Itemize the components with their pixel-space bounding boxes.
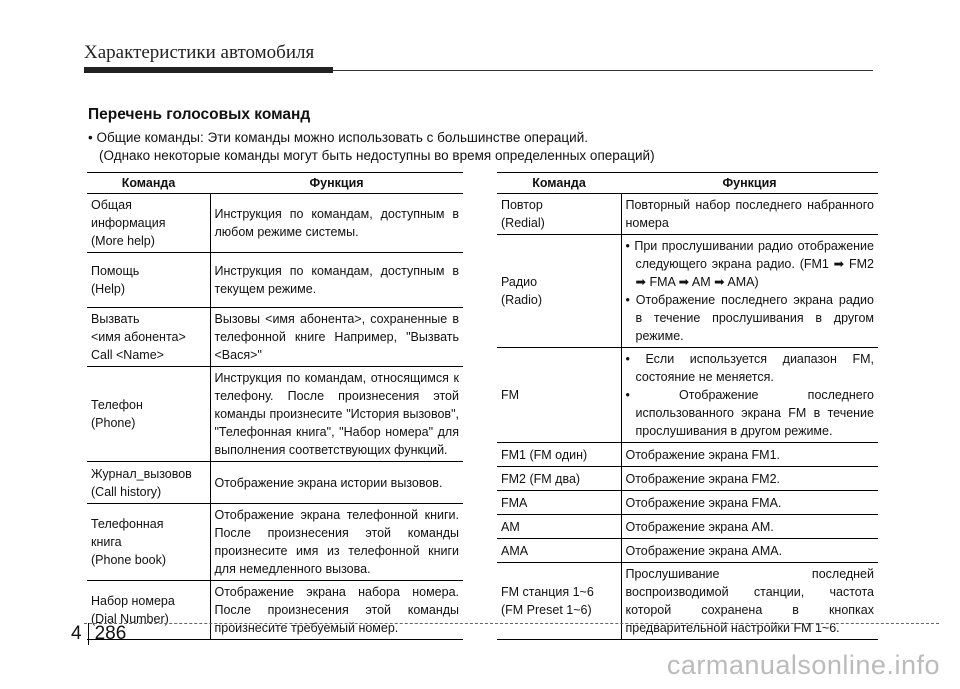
column-header-function: Функция (210, 173, 463, 194)
command-cell: Вызвать <имя абонента> Call <Name> (87, 308, 210, 367)
intro-line-1: • Общие команды: Эти команды можно использовать с большинстве операций. (88, 130, 588, 145)
page-number-separator (88, 623, 89, 645)
commands-table-left (87, 172, 463, 640)
table-row (497, 515, 878, 539)
function-cell: Отображение экрана FM2. (621, 467, 878, 491)
function-cell: Отображение экрана набора номера. После произнесения этой команды произнесите требуемый номер. (210, 581, 463, 640)
command-cell: Общая информация (More help) (87, 194, 210, 253)
table-row (87, 462, 463, 504)
table-row (497, 539, 878, 563)
table-row (87, 367, 463, 462)
footer-divider (84, 623, 939, 624)
table-row (497, 443, 878, 467)
table-row (497, 235, 878, 348)
command-cell: FM1 (FM один) (497, 443, 621, 467)
command-cell: Набор номера (Dial Number) (87, 581, 210, 640)
function-cell: • При прослушивании радио отображение следующего экрана радио. (FM1 ➡ FM2 ➡ FMA ➡ AM ➡ AMA) • Отображение последнего экрана радио в течение прослушивания в другом режиме. (621, 235, 878, 348)
command-cell: FM2 (FM два) (497, 467, 621, 491)
function-cell: • Если используется диапазон FM, состояние не меняется. • Отображение последнего использованного экрана FM в течение прослушивания в другом режиме. (621, 348, 878, 443)
table-row (497, 348, 878, 443)
page-number (71, 623, 126, 645)
function-cell: Отображение экрана AMA. (621, 539, 878, 563)
command-cell: Телефон (Phone) (87, 367, 210, 462)
table-row (87, 308, 463, 367)
table-row (87, 504, 463, 581)
command-cell: Радио (Radio) (497, 235, 621, 348)
function-cell: Инструкция по командам, доступным в любом режиме системы. (210, 194, 463, 253)
function-cell: Инструкция по командам, относящимся к телефону. После произнесения этой команды произнесите "История вызовов", "Телефонная книга", "Набор номера" для выполнения соответствующих функций. (210, 367, 463, 462)
command-cell: Журнал_вызовов (Call history) (87, 462, 210, 504)
table-row (497, 467, 878, 491)
header-bar (84, 67, 333, 73)
table-row (87, 253, 463, 308)
function-cell: Отображение экрана AM. (621, 515, 878, 539)
function-cell: Отображение экрана FMA. (621, 491, 878, 515)
command-cell: Повтор (Redial) (497, 194, 621, 235)
command-cell: Телефонная книга (Phone book) (87, 504, 210, 581)
watermark: carmanualsonline.info (666, 650, 940, 680)
commands-table-right (497, 172, 878, 640)
command-cell: FM (497, 348, 621, 443)
command-cell: AMA (497, 539, 621, 563)
command-cell: AM (497, 515, 621, 539)
header-rule (333, 70, 873, 71)
function-cell: Инструкция по командам, доступным в текущем режиме. (210, 253, 463, 308)
function-cell: Повторный набор последнего набранного номера (621, 194, 878, 235)
intro-line-2: (Однако некоторые команды могут быть недоступны во время определенных операций) (99, 148, 655, 163)
function-cell: Вызовы <имя абонента>, сохраненные в телефонной книге Например, "Вызвать <Вася>" (210, 308, 463, 367)
table-row (497, 491, 878, 515)
table-row (497, 563, 878, 640)
function-cell: Отображение экрана телефонной книги. После произнесения этой команды произнесите имя из телефонной книги для немедленного вызова. (210, 504, 463, 581)
command-cell: FMA (497, 491, 621, 515)
table-row (87, 194, 463, 253)
column-header-function: Функция (621, 173, 878, 194)
chapter-number: 4 (71, 623, 82, 645)
column-header-command: Команда (497, 173, 621, 194)
table-row (497, 194, 878, 235)
page-index: 286 (94, 623, 127, 645)
function-cell: Отображение экрана истории вызовов. (210, 462, 463, 504)
column-header-command: Команда (87, 173, 210, 194)
function-cell: Отображение экрана FM1. (621, 443, 878, 467)
chapter-title: Характеристики автомобиля (84, 42, 315, 63)
intro-bullet (88, 129, 655, 165)
command-cell: FM станция 1~6 (FM Preset 1~6) (497, 563, 621, 640)
section-title: Перечень голосовых команд (88, 106, 311, 123)
function-cell: Прослушивание последней воспроизводимой станции, частота которой сохранена в кнопках предварительной настройки FM 1~6. (621, 563, 878, 640)
table-row (87, 581, 463, 640)
command-cell: Помощь (Help) (87, 253, 210, 308)
